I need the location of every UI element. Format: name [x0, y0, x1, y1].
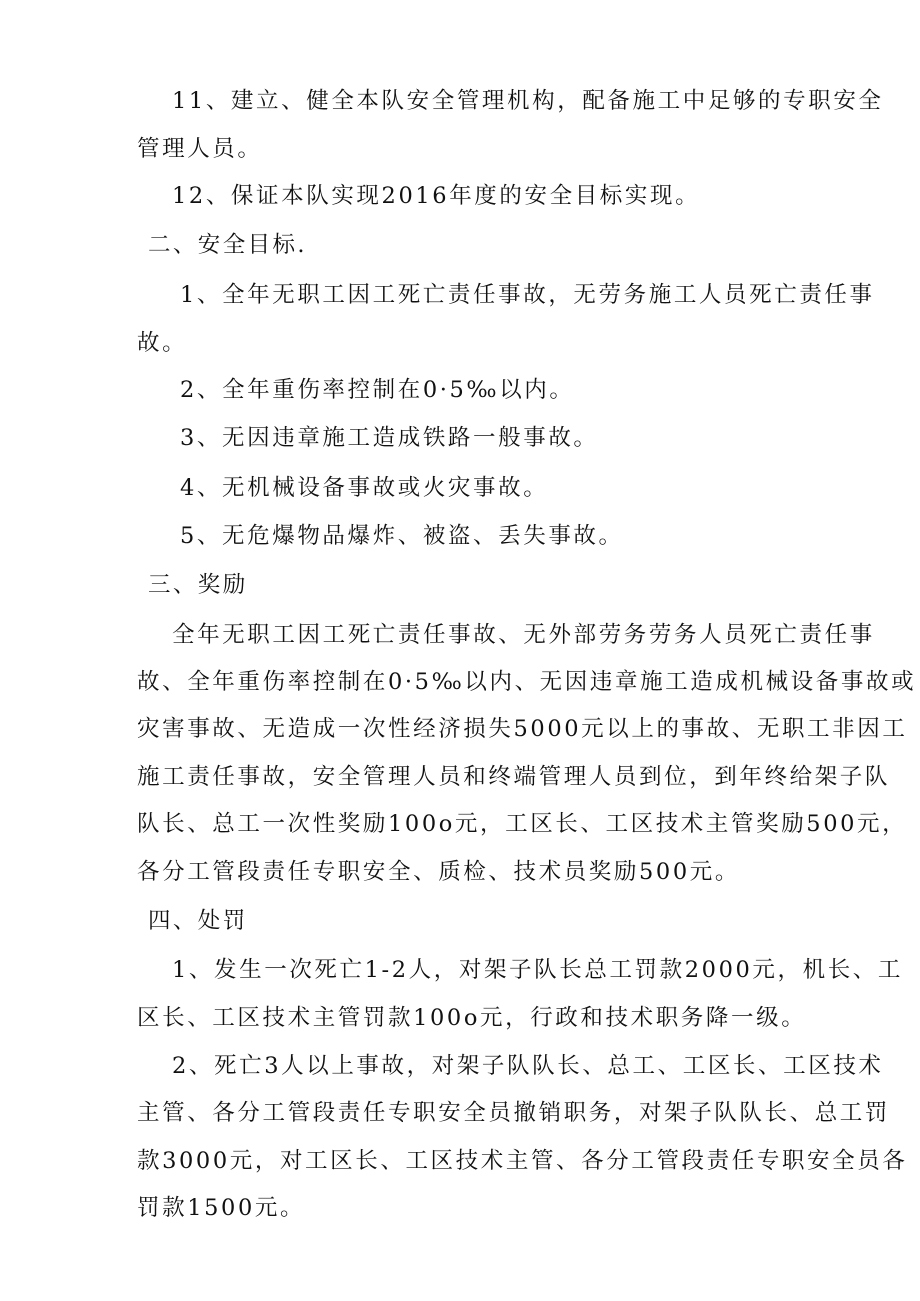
reward-line-5: 队长、总工一次性奖励100o元，工区长、工区技术主管奖励500元，	[137, 811, 908, 837]
reward-line-4: 施工责任事故，安全管理人员和终端管理人员到位，到年终给架子队	[137, 764, 891, 790]
reward-line-3: 灾害事故、无造成一次性经济损失5000元以上的事故、无职工非因工	[137, 716, 908, 742]
penalty-2-line-2: 主管、各分工管段责任专职安全员撤销职务，对架子队队长、总工罚	[137, 1100, 891, 1126]
goal-2: 2、全年重伤率控制在0·5‰以内。	[180, 377, 575, 403]
reward-line-2: 故、全年重伤率控制在0·5‰以内、无因违章施工造成机械设备事故或	[137, 669, 917, 695]
penalty-2-line-3: 款3000元，对工区长、工区技术主管、各分工管段责任专职安全员各	[137, 1148, 908, 1174]
goal-1-line-2: 故。	[137, 330, 188, 356]
section-2-heading: 二、安全目标.	[148, 232, 307, 258]
item-12: 12、保证本队实现2016年度的安全目标实现。	[172, 183, 701, 209]
penalty-1-line-1: 1、发生一次死亡1-2人，对架子队长总工罚款2000元，机长、工	[172, 957, 904, 983]
item-11-line-2: 管理人员。	[137, 136, 263, 162]
reward-line-1: 全年无职工因工死亡责任事故、无外部劳务劳务人员死亡责任事	[172, 622, 875, 648]
penalty-2-line-4: 罚款1500元。	[137, 1195, 306, 1221]
penalty-2-line-1: 2、死亡3人以上事故，对架子队队长、总工、工区长、工区技术	[172, 1053, 884, 1079]
section-4-heading: 四、处罚	[148, 908, 248, 934]
reward-line-6: 各分工管段责任专职安全、质检、技术员奖励500元。	[137, 859, 740, 885]
goal-1-line-1: 1、全年无职工因工死亡责任事故，无劳务施工人员死亡责任事	[180, 282, 875, 308]
penalty-1-line-2: 区长、工区技术主管罚款100o元，行政和技术职务降一级。	[137, 1005, 807, 1031]
goal-5: 5、无危爆物品爆炸、被盗、丢失事故。	[180, 523, 624, 549]
goal-3: 3、无因违章施工造成铁路一般事故。	[180, 425, 599, 451]
goal-4: 4、无机械设备事故或火灾事故。	[180, 475, 549, 501]
section-3-heading: 三、奖励	[148, 572, 248, 598]
item-11-line-1: 11、建立、健全本队安全管理机构，配备施工中足够的专职安全	[172, 88, 884, 114]
